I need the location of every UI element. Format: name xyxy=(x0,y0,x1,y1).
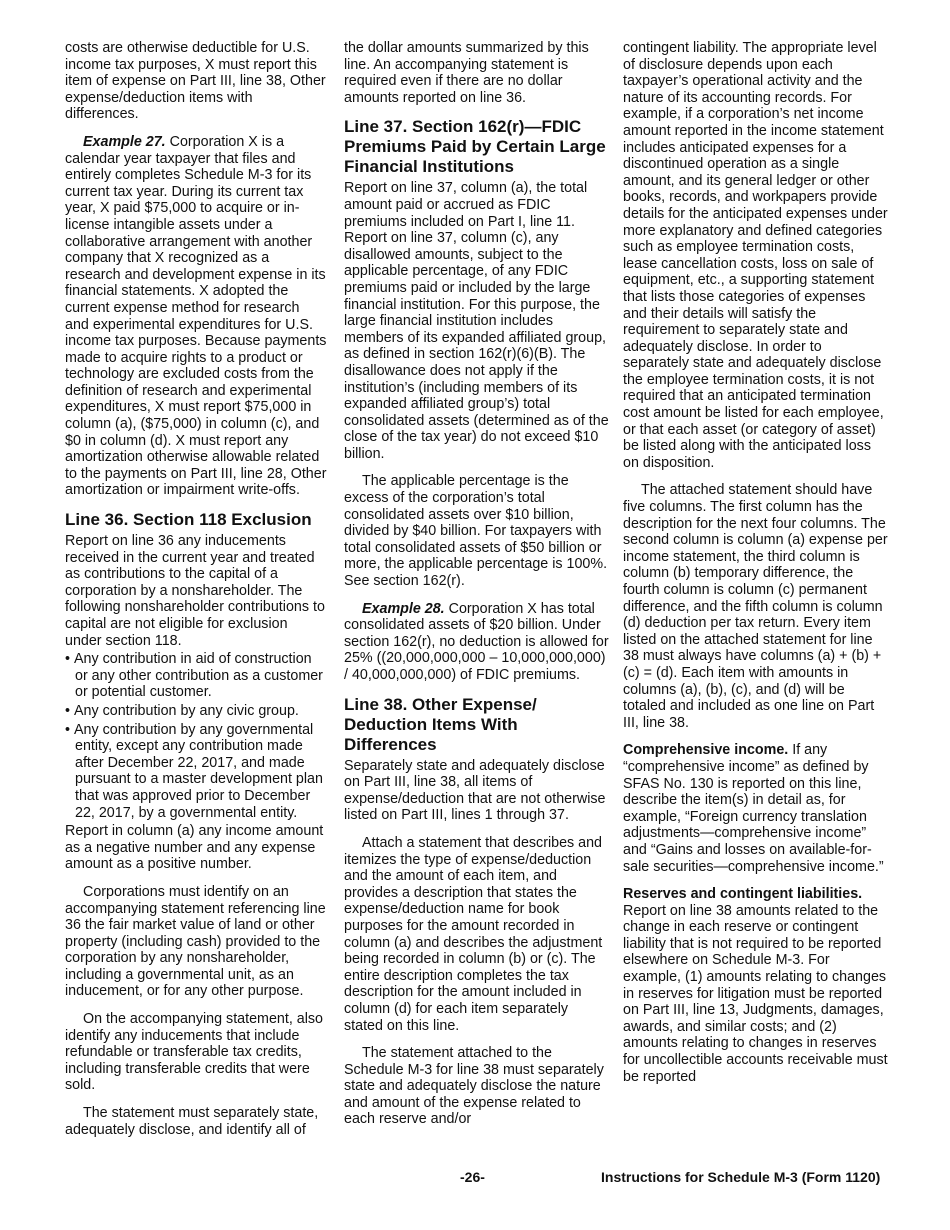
reserves-contingent xyxy=(623,886,889,1085)
paragraph: Separately state and adequately disclose on Part III, line 38, all items of expense/deduction that are not otherwise listed on Part III, lines 1 through 37. xyxy=(344,757,606,824)
paragraph: costs are otherwise deductible for U.S. income tax purposes, X must report this item of expense on Part III, line 38, Other expense/deduction items with differences. xyxy=(65,40,326,123)
heading-line-38: Line 38. Other Expense/ Deduction Items With Differences xyxy=(344,694,537,754)
heading-line-37: Line 37. Section 162(r)—FDIC Premiums Paid by Certain Large Financial Institutions xyxy=(344,117,606,177)
bullet-item: • Any contribution in aid of construction or any other contribution as a customer or potential customer. xyxy=(65,651,323,701)
paragraph: The statement must separately state, adequately disclose, and identify all of xyxy=(65,1105,319,1138)
example-text: Corporation X has total consolidated assets of $20 billion. Under section 162(r), no deduction is allowed for 25% ((20,000,000,000 – 10,000,000,000) / 40,000,000,000) of FDIC premiums. xyxy=(344,600,609,683)
example-28 xyxy=(344,601,610,684)
paragraph-text: Report on line 38 amounts related to the change in each reserve or contingent liability that is not required to be reported elsewhere on Schedule M-3. For example, (1) amounts relating to changes in reserves for litigation must be reported on Part III, line 13, Judgments, damages, awards, and similar costs; and (2) amounts relating to changes in reserves for uncollectible accounts receivable must be reported xyxy=(623,902,888,1085)
bullet-text: Any contribution by any civic group. xyxy=(73,702,299,719)
paragraph: contingent liability. The appropriate level of disclosure depends upon each taxpayer’s operational activity and the nature of its accounting records. For example, if a corporation’s net income amount reported in the income statement includes anticipated expenses for a discontinued operation as a single amount, and its general ledger or other books, records, and workpapers provide details for the anticipated expenses under more explanatory and defined categories such as employee termination costs, lease cancellation costs, loss on sale of equipment, etc., a supporting statement that lists those categories of expenses and their details will satisfy the requirement to separately state and adequately disclose. In order to separately state and adequately disclose the employee termination costs, it is not required that an anticipated termination cost amount be listed for each employee, or that each asset (or category of asset) be listed along with the anticipated loss on disposition. xyxy=(623,40,888,471)
paragraph: Corporations must identify on an accompanying statement referencing line 36 the fair market value of land or other property (including cash) provided to the corporation by any nonshareholder, including a governmental unit, as an inducement, or for any other purpose. xyxy=(65,883,326,1000)
paragraph: Report on line 37, column (a), the total amount paid or accrued as FDIC premiums included on Part I, line 11. Report on line 37, column (c), any disallowed amounts, subject to the applicable percentage, of any FDIC premiums paid or included by the large financial institution. For this purpose, the large financial institution includes members of its expanded affiliated group, as defined in section 162(r)(6)(B). The disallowance does not apply if the institution’s (including members of its expanded affiliated group’s) total consolidated assets (determined as of the close of the tax year) do not exceed $10 billion. xyxy=(344,180,609,462)
paragraph: The applicable percentage is the excess of the corporation’s total consolidated assets over $10 billion, divided by $40 billion. For taxpayers with total consolidated assets of $50 billion or more, the applicable percentage is 100%. See section 162(r). xyxy=(344,473,608,590)
run-in-heading: Comprehensive income. xyxy=(623,742,789,759)
paragraph: Report on line 36 any inducements received in the current year and treated as contributions to the capital of a corporation by a nonshareholder. The following nonshareholder contributions to capital are not eligible for exclusion under section 118. xyxy=(65,533,325,649)
run-in-heading: Reserves and contingent liabilities. xyxy=(623,886,863,903)
paragraph: Report in column (a) any income amount as a negative number and any expense amount as a positive number. xyxy=(65,823,324,873)
paragraph-text: If any “comprehensive income” as defined by SFAS No. 130 is reported on this line, describe the item(s) in detail as, for example, “Foreign currency translation adjustments—comprehensive income” and “Gains and losses on available-for-sale securities—comprehensive income.” xyxy=(623,742,884,875)
paragraph: Attach a statement that describes and itemizes the type of expense/deduction and the amount of each item, and provides a description that states the expense/deduction name for book purposes for the amount recorded in column (a) and describes the adjustment being recorded in column (b) or (c). The entire description completes the tax description for the amount included in column (d) for each item separately stated on this line. xyxy=(344,834,603,1034)
column-2 xyxy=(344,40,610,1139)
bullet-text: Any contribution in aid of construction or any other contribution as a customer or potential customer. xyxy=(73,651,323,701)
paragraph: The statement attached to the Schedule M-3 for line 38 must separately state and adequately disclose the nature and amount of the expense related to each reserve and/or xyxy=(344,1045,604,1128)
bullet-text: Any contribution by any governmental entity, except any contribution made after December 22, 2017, and made pursuant to a master development plan that was approved prior to December 22, 2017, by a governmental entity. xyxy=(73,721,323,821)
example-text: Corporation X is a calendar year taxpayer that files and entirely completes Schedule M-3 for its current tax year. During its current tax year, X paid $75,000 to acquire or in-license intangible assets under a collaborative arrangement with another company that X recognized as a research and development expense in its financial statements. X adopted the current expense method for research and experimental expenditures for U.S. income tax purposes. Because payments made to acquire rights to a product or technology are excluded costs from the definition of research and experimental expenditures, X must report $75,000 in column (a), ($75,000) in column (c), and $0 in column (d). X must report any amortization otherwise allowable related to the payments on Part III, line 28, Other amortization or impairment write-offs. xyxy=(65,133,327,499)
column-1 xyxy=(65,40,327,1149)
comprehensive-income xyxy=(623,742,889,875)
paragraph: The attached statement should have five columns. The first column has the description for the next four columns. The second column is column (a) expense per income statement, the third column is column (b) temporary difference, the fourth column is column (c) permanent difference, and the fifth column is column (d) deduction per tax return. Every item listed on the attached statement for line 38 must always have columns (a) + (b) + (c) = (d). Each item with amounts in columns (a), (b), (c), and (d) will be totaled and included as one line on Part III, line 38. xyxy=(623,482,888,731)
example-label: Example 28. xyxy=(362,600,445,617)
example-label: Example 27. xyxy=(83,133,166,150)
column-3 xyxy=(623,40,889,1096)
heading-line-36: Line 36. Section 118 Exclusion xyxy=(65,510,312,530)
bullet-item: • Any contribution by any civic group. xyxy=(65,702,299,719)
page-number: -26- xyxy=(460,1169,485,1185)
footer-title: Instructions for Schedule M-3 (Form 1120) xyxy=(601,1169,881,1185)
paragraph: On the accompanying statement, also identify any inducements that include refundable or transferable tax credits, including transferable credits that were sold. xyxy=(65,1011,324,1094)
paragraph: the dollar amounts summarized by this line. An accompanying statement is required even if there are no dollar amounts reported on line 36. xyxy=(344,40,589,106)
example-27 xyxy=(65,134,327,499)
bullet-item: • Any contribution by any governmental entity, except any contribution made after December 22, 2017, and made pursuant to a master development plan that was approved prior to December 22, 2017, by a governmental entity. xyxy=(65,721,323,821)
